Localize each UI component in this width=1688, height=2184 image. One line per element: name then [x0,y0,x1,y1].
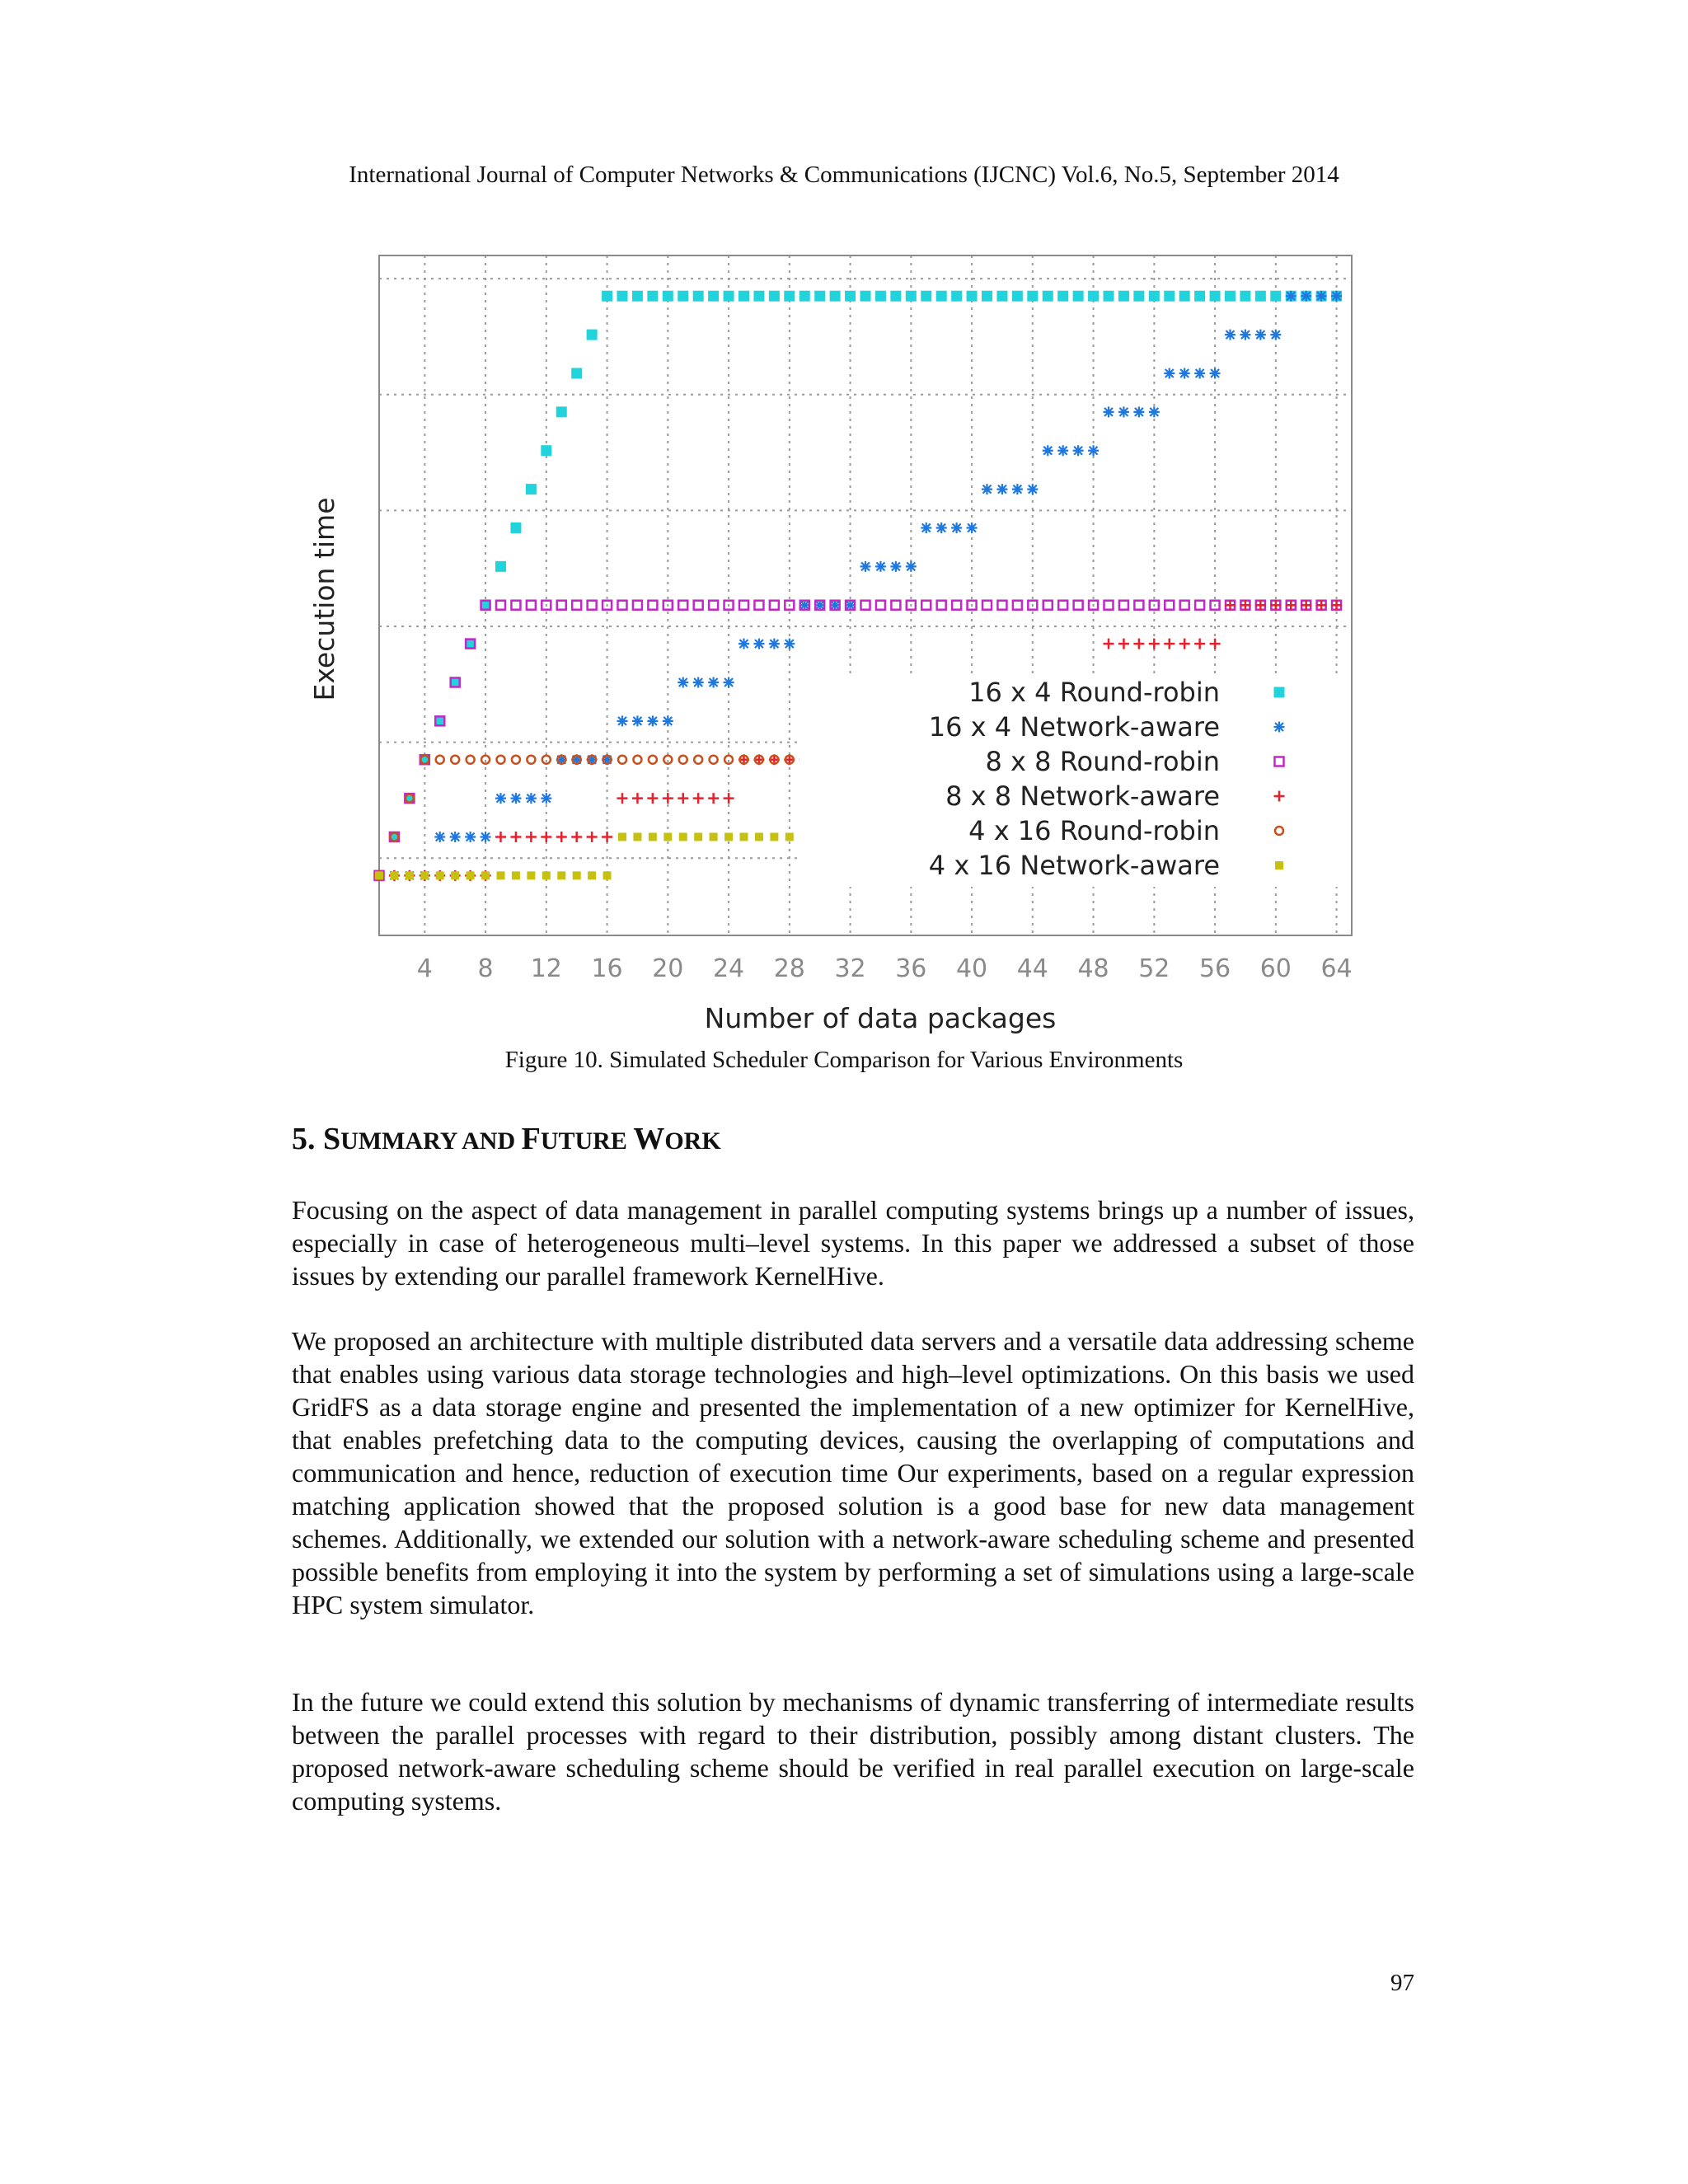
data-point [1179,639,1190,649]
data-point [967,523,978,533]
data-point [1013,601,1022,610]
data-point [996,484,1007,494]
data-point [1149,291,1160,302]
data-point [982,291,992,302]
data-point [1164,291,1175,302]
data-point [906,561,917,572]
data-point [617,715,628,726]
data-point [527,756,535,764]
data-point [436,871,444,879]
data-point [527,601,536,610]
data-point [618,832,626,841]
data-point [510,523,521,533]
data-point [785,832,794,841]
data-point [556,406,567,417]
data-point [1164,368,1175,378]
section-title-ork: ORK [664,1127,721,1155]
data-point [724,677,734,687]
data-point [512,871,520,879]
data-point [738,291,749,302]
data-point [602,832,612,842]
data-point [1195,601,1204,610]
data-point [556,832,567,842]
data-point [921,291,931,302]
data-point [647,291,658,302]
data-point [1331,291,1342,302]
legend-label: 16 x 4 Round-robin [968,677,1220,708]
data-point [481,756,490,764]
data-point [587,832,598,842]
data-point [906,291,917,302]
data-point [784,291,795,302]
data-point [890,561,901,572]
data-point [1133,291,1144,302]
data-point [1088,291,1099,302]
data-point [921,523,931,533]
data-point [1043,291,1053,302]
legend-marker [1275,861,1283,869]
data-point [1058,601,1067,610]
x-tick-label: 32 [834,954,866,983]
data-point [420,871,429,879]
x-tick-label: 52 [1138,954,1170,983]
data-point [557,871,565,879]
data-point [647,715,658,726]
section-heading [292,1121,721,1157]
data-point [1088,445,1099,456]
data-point [1074,601,1083,610]
data-point [710,832,718,841]
data-point [1104,406,1114,417]
data-point [1118,406,1129,417]
data-point [541,445,551,456]
data-point [434,832,445,842]
data-point [1210,291,1221,302]
data-point [1240,330,1250,340]
data-point [649,756,657,764]
data-point [1104,291,1114,302]
data-point [693,793,704,804]
data-point [497,871,505,879]
data-point [784,639,795,649]
data-point [632,793,643,804]
data-point [1255,291,1266,302]
data-point [1210,639,1221,649]
data-point [860,291,871,302]
section-title-uture: UTURE [540,1127,634,1155]
data-point [1240,291,1250,302]
y-axis-label: Execution time [308,497,340,701]
data-point [1118,291,1129,302]
x-axis-ticks [417,954,1353,983]
legend-label: 8 x 8 Network-aware [945,780,1220,812]
data-point [587,330,598,340]
data-point [633,756,641,764]
data-point [724,756,733,764]
data-point [845,291,856,302]
data-point [495,793,506,804]
data-point [632,291,643,302]
data-point [678,601,687,610]
data-point [510,832,521,842]
data-point [1073,291,1084,302]
data-point [1073,445,1084,456]
data-point [861,601,870,610]
data-point [663,756,672,764]
data-point [526,832,537,842]
data-point [617,793,628,804]
data-point [450,832,461,842]
data-point [481,832,491,842]
data-point [1043,601,1053,610]
paragraph-3: In the future we could extend this solution by mechanisms of dynamic transferring of intermediate results between the parallel processes with regard to their distribution, possibly among distant clusters. The proposed network-aware scheduling scheme should be verified in real parallel execution on large-scale computing systems. [292,1687,1414,1816]
x-axis-label: Number of data packages [704,1002,1057,1034]
legend-label: 16 x 4 Network-aware [928,711,1220,743]
data-point [951,523,962,533]
data-point [890,291,901,302]
data-point [1316,291,1327,302]
x-tick-label: 16 [591,954,623,983]
data-point [649,832,657,841]
data-point [967,291,978,302]
data-point [663,832,672,841]
data-point [1012,291,1023,302]
data-point [1179,368,1190,378]
data-point [799,291,810,302]
data-point [497,756,505,764]
data-point [996,291,1007,302]
x-tick-label: 48 [1077,954,1109,983]
data-point [769,639,780,649]
data-point [1118,639,1129,649]
paragraph-1: Focusing on the aspect of data management in parallel computing systems brings up a number of issues, especially in case of heterogeneous multi–level systems. In this paper we addressed a subset of those issues by extending our parallel framework KernelHive. [292,1195,1414,1291]
data-point [375,871,383,879]
data-point [753,291,764,302]
data-point [1286,291,1296,302]
data-point [739,601,748,610]
data-point [708,677,719,687]
data-point [1164,639,1175,649]
data-point [663,715,673,726]
data-point [1180,601,1189,610]
data-point [1255,330,1266,340]
data-point [526,793,537,804]
data-point [467,871,475,879]
data-point [648,601,657,610]
data-point [1133,406,1144,417]
paragraph-2: We proposed an architecture with multiple distributed data servers and a versatile data addressing scheme that enables using various data storage technologies and high–level optimizations. On this basis we used GridFS as a data storage engine and presented the implementation of a new optimizer for KernelHive, that enables prefetching data to the computing devices, causing the overlapping of computations and communication and hence, reduction of execution time Our experiments, based on a regular expression matching application showed that the proposed solution is a good base for new data management schemes. Additionally, we extended our solution with a network-aware scheduling scheme and presented possible benefits from employing it into the system by performing a set of simulations using a large-scale HPC system simulator. [292,1326,1414,1619]
data-point [1225,330,1236,340]
data-point [573,871,581,879]
data-point [1194,291,1205,302]
data-point [541,793,551,804]
data-point [709,601,718,610]
data-point [724,832,733,841]
data-point [1134,601,1143,610]
data-point [527,871,535,879]
data-point [1027,484,1038,494]
section-number: 5. [292,1122,316,1156]
data-point [571,832,582,842]
x-tick-label: 36 [895,954,927,983]
data-point [769,291,780,302]
data-point [1179,291,1190,302]
section-title-ummary: UMMARY AND [340,1127,522,1155]
data-point [1027,291,1038,302]
data-point [1210,368,1221,378]
section-title-s: S [323,1122,341,1156]
x-tick-label: 20 [652,954,684,983]
data-point [708,291,719,302]
data-point [618,601,627,610]
x-tick-label: 24 [712,954,745,983]
data-point [693,291,704,302]
data-point [572,601,581,610]
data-point [936,291,947,302]
x-tick-label: 28 [773,954,805,983]
data-point [465,832,476,842]
data-point [814,291,825,302]
data-point [663,793,673,804]
legend-marker [1274,687,1285,698]
data-point [542,871,551,879]
data-point [603,871,612,879]
data-point [496,601,505,610]
data-point [678,677,688,687]
data-point [708,793,719,804]
data-point [1119,601,1128,610]
data-point [406,871,414,879]
data-point [951,291,962,302]
data-point [724,793,734,804]
data-point [754,601,763,610]
data-point [694,756,702,764]
data-point [481,871,490,879]
data-point [510,793,521,804]
data-point [936,523,947,533]
data-point [1225,291,1236,302]
data-point [541,832,551,842]
x-tick-label: 64 [1320,954,1353,983]
data-point [1194,639,1205,649]
data-point [618,756,626,764]
x-tick-label: 56 [1198,954,1231,983]
data-point [451,871,459,879]
figure-caption: Figure 10. Simulated Scheduler Comparison for Various Environments [504,1047,1184,1073]
data-point [632,715,643,726]
legend-label: 8 x 8 Round-robin [985,746,1220,777]
data-point [679,832,687,841]
data-point [588,871,596,879]
data-point [512,756,520,764]
data-point [526,484,537,494]
data-point [588,601,597,610]
data-point [679,756,687,764]
scheduler-comparison-chart [297,243,1393,1034]
x-tick-label: 44 [1016,954,1048,983]
data-point [694,832,702,841]
data-point [952,601,961,610]
data-point [921,601,931,610]
legend-label: 4 x 16 Network-aware [928,850,1220,881]
data-point [1057,291,1068,302]
data-point [875,561,886,572]
data-point [830,291,841,302]
legend-marker [1274,722,1285,733]
page-number: 97 [1390,1970,1414,1996]
section-title-f: F [521,1122,541,1156]
data-point [1270,291,1281,302]
data-point [982,484,992,494]
journal-header: International Journal of Computer Networks & Communications (IJCNC) Vol.6, No.5, September 2014 [349,162,1339,188]
data-point [982,601,992,610]
data-point [1043,445,1053,456]
data-point [694,601,703,610]
data-point [1165,601,1174,610]
data-point [633,601,642,610]
data-point [1270,330,1281,340]
data-point [467,756,475,764]
data-point [633,832,641,841]
data-point [753,639,764,649]
data-point [891,601,900,610]
data-point [1301,291,1311,302]
data-point [1149,639,1160,649]
section-title-w: W [633,1122,665,1156]
data-point [557,601,566,610]
x-tick-label: 40 [955,954,988,983]
data-point [678,291,688,302]
data-point [390,871,398,879]
data-point [937,601,946,610]
data-point [1133,639,1144,649]
x-tick-label: 4 [416,954,433,983]
x-tick-label: 12 [530,954,562,983]
data-point [755,832,763,841]
data-point [997,601,1006,610]
data-point [724,291,734,302]
data-point [663,291,673,302]
data-point [1012,484,1023,494]
x-tick-label: 60 [1259,954,1292,983]
data-point [647,793,658,804]
data-point [738,639,749,649]
data-point [617,291,628,302]
data-point [710,756,718,764]
data-point [1104,639,1114,649]
chart-legend [799,674,1350,887]
data-point [678,793,688,804]
data-point [495,832,506,842]
data-point [451,756,459,764]
data-point [495,561,506,572]
data-point [740,832,748,841]
data-point [770,832,778,841]
data-point [860,561,871,572]
data-point [1057,445,1068,456]
data-point [693,677,704,687]
data-point [511,601,520,610]
data-point [875,291,886,302]
data-point [436,756,444,764]
data-point [571,368,582,378]
data-point [1194,368,1205,378]
data-point [542,756,551,764]
data-point [770,601,779,610]
legend-label: 4 x 16 Round-robin [968,815,1220,846]
data-point [602,291,612,302]
data-point [1104,601,1114,610]
data-point [876,601,885,610]
data-point [1149,406,1160,417]
x-tick-label: 8 [477,954,494,983]
